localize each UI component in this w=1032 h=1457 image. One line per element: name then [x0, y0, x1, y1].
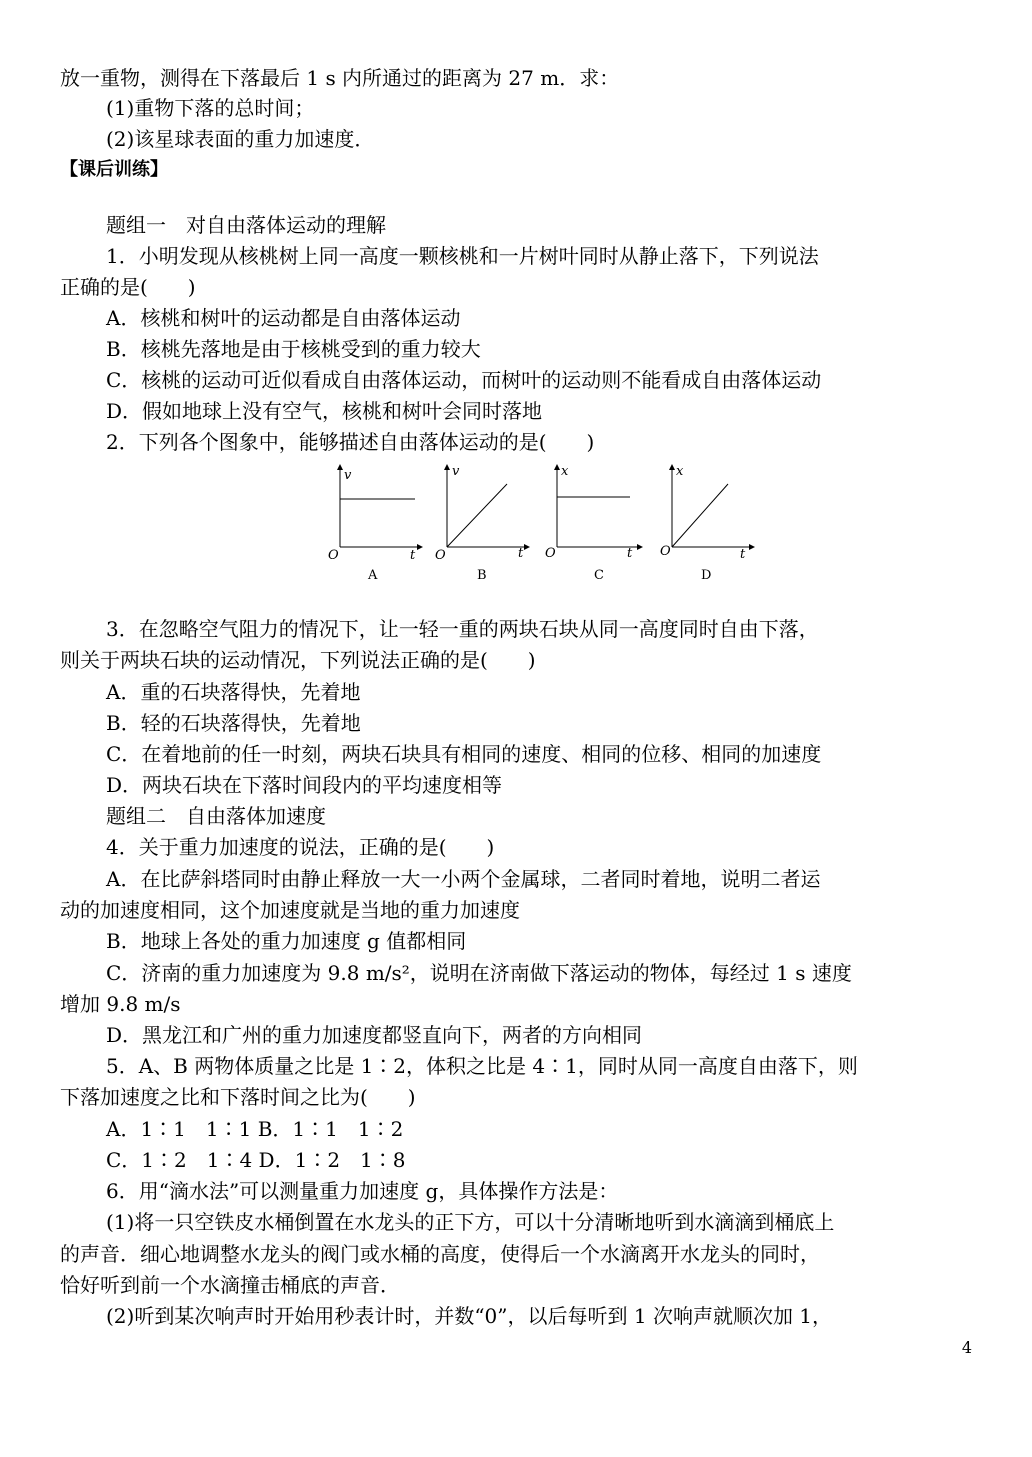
- panel-label: A: [368, 568, 378, 582]
- option-a: A．核桃和树叶的运动都是自由落体运动: [106, 306, 461, 330]
- text-line: (1)重物下落的总时间；: [106, 96, 315, 120]
- option-b: B．核桃先落地是由于核桃受到的重力较大: [106, 337, 481, 361]
- origin-label: O: [328, 548, 339, 563]
- option-b: B．轻的石块落得快，先着地: [106, 711, 361, 735]
- option-d: D．两块石块在下落时间段内的平均速度相等: [106, 773, 503, 797]
- y-axis-label: v: [344, 468, 352, 483]
- x-axis-label: t: [410, 548, 416, 563]
- text-line: 恰好听到前一个水滴撞击桶底的声音．: [60, 1273, 400, 1297]
- options-cd: C．1∶2 1∶4 D．1∶2 1∶8: [106, 1148, 406, 1172]
- y-axis-label: v: [452, 464, 460, 479]
- panel-label: B: [477, 568, 487, 582]
- options-ab: A．1∶1 1∶1 B．1∶1 1∶2: [106, 1117, 404, 1141]
- text-line: (1)将一只空铁皮水桶倒置在水龙头的正下方，可以十分清晰地听到水滴滴到桶底上: [106, 1210, 835, 1234]
- text-line: 正确的是( ): [60, 275, 196, 299]
- question-5: 5．A、B 两物体质量之比是 1∶2，体积之比是 4∶1，同时从同一高度自由落下，则: [106, 1054, 858, 1078]
- option-c: C．济南的重力加速度为 9.8 m/s²，说明在济南做下落运动的物体，每经过 1 s 速度: [106, 961, 852, 985]
- question-4: 4．关于重力加速度的说法，正确的是( ): [106, 835, 495, 859]
- text-line: 则关于两块石块的运动情况，下列说法正确的是( ): [60, 648, 536, 672]
- question-6: 6．用“滴水法”可以测量重力加速度 g，具体操作方法是：: [106, 1179, 619, 1203]
- option-d: D．假如地球上没有空气，核桃和树叶会同时落地: [106, 399, 543, 423]
- y-axis-label: x: [561, 464, 569, 479]
- option-c: C．核桃的运动可近似看成自由落体运动，而树叶的运动则不能看成自由落体运动: [106, 368, 822, 392]
- graph-panel-a: [328, 467, 420, 582]
- text-line: 动的加速度相同，这个加速度就是当地的重力加速度: [60, 898, 520, 922]
- group-heading: 题组一 对自由落体运动的理解: [106, 213, 386, 237]
- question-3: 3．在忽略空气阻力的情况下，让一轻一重的两块石块从同一高度同时自由下落，: [106, 617, 819, 641]
- option-a: A．重的石块落得快，先着地: [106, 680, 361, 704]
- x-axis-label: t: [518, 546, 524, 561]
- origin-label: O: [435, 548, 446, 563]
- text-line: 的声音．细心地调整水龙头的阀门或水桶的高度，使得后一个水滴离开水龙头的同时，: [60, 1242, 820, 1266]
- option-b: B．地球上各处的重力加速度 g 值都相同: [106, 929, 467, 953]
- option-c: C．在着地前的任一时刻，两块石块具有相同的速度、相同的位移、相同的加速度: [106, 742, 822, 766]
- origin-label: O: [660, 544, 671, 559]
- origin-label: O: [545, 546, 556, 561]
- motion-graphs-figure: [320, 462, 760, 582]
- graph-panel-c: [545, 464, 640, 582]
- option-d: D．黑龙江和广州的重力加速度都竖直向下，两者的方向相同: [106, 1023, 643, 1047]
- page-number: 4: [961, 1338, 972, 1357]
- option-a: A．在比萨斜塔同时由静止释放一大一小两个金属球，二者同时着地，说明二者运: [106, 867, 821, 891]
- x-axis-label: t: [627, 546, 633, 561]
- text-line: 下落加速度之比和下落时间之比为( ): [60, 1085, 416, 1109]
- text-line: 放一重物，测得在下落最后 1 s 内所通过的距离为 27 m．求：: [60, 66, 620, 90]
- question-1: 1．小明发现从核桃树上同一高度一颗核桃和一片树叶同时从静止落下，下列说法: [106, 244, 819, 268]
- text-line: (2)该星球表面的重力加速度．: [106, 127, 375, 151]
- graph-panel-b: [435, 464, 527, 582]
- question-2: 2．下列各个图象中，能够描述自由落体运动的是( ): [106, 430, 595, 454]
- panel-label: D: [701, 568, 712, 582]
- y-axis-label: x: [676, 464, 684, 479]
- panel-label: C: [594, 568, 604, 582]
- x-axis-label: t: [740, 547, 746, 562]
- text-line: 增加 9.8 m/s: [60, 992, 181, 1016]
- text-line: (2)听到某次响声时开始用秒表计时，并数“0”，以后每听到 1 次响声就顺次加 1，: [106, 1304, 833, 1328]
- graph-panel-d: [660, 464, 752, 582]
- group-heading: 题组二 自由落体加速度: [106, 804, 326, 828]
- section-heading: 【课后训练】: [60, 159, 168, 180]
